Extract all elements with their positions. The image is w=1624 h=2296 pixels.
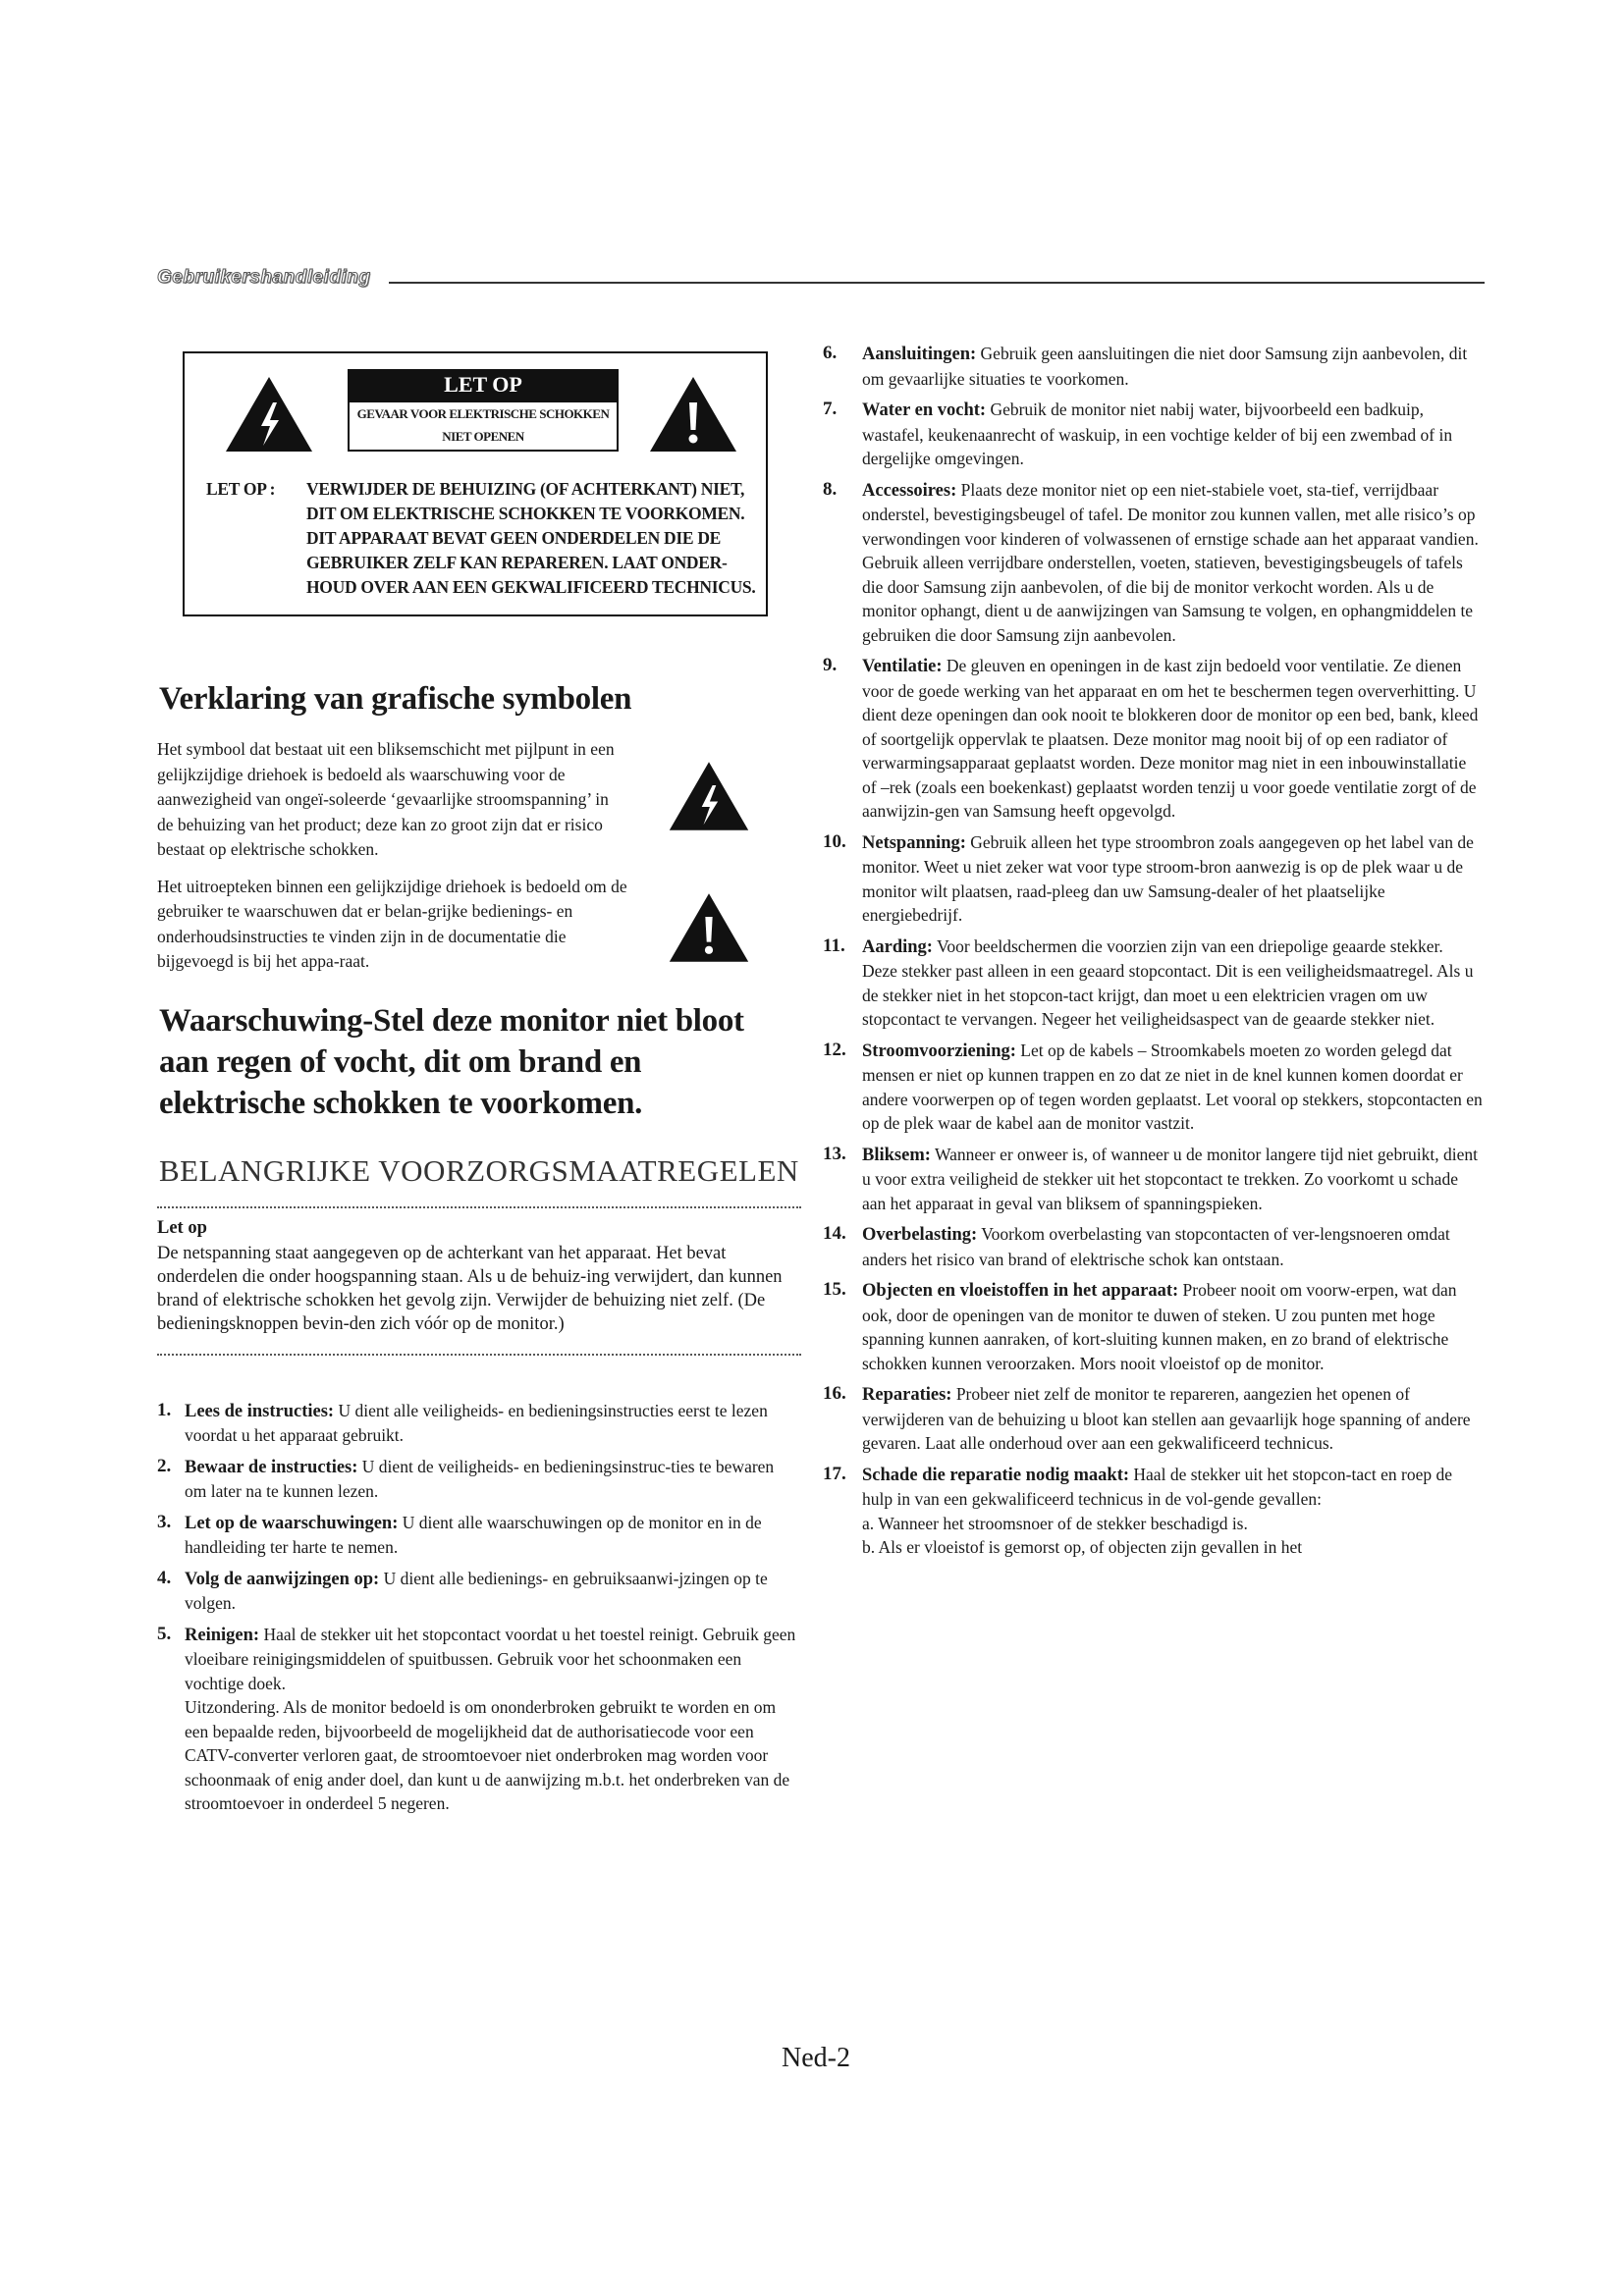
- instruction-title: Bewaar de instructies:: [185, 1457, 358, 1477]
- instruction-number: 4.: [157, 1567, 172, 1588]
- header-title: Gebruikershandleiding: [157, 267, 371, 288]
- instruction-title: Let op de waarschuwingen:: [185, 1513, 399, 1533]
- instruction-text: Let op de kabels – Stroomkabels moeten zo worden gelegd dat mensen er niet op kunnen trappen en zo dat ze niet in de knel kunnen komen doordat er andere voorwerpen op of tegen worden geplaatst. Let vooral op stekkers, stopcontacten en op de plek waar de kabel aan de monitor vastzit.: [862, 1040, 1483, 1133]
- dotted-divider: [157, 1206, 801, 1208]
- let-op-label: Let op: [157, 1217, 207, 1238]
- let-op-banner: LET OP: [348, 369, 619, 400]
- instruction-item: [823, 1039, 1483, 1136]
- moisture-warning-heading: Waarschuwing-Stel deze monitor niet bloot aan regen of vocht, dit om brand en elektrische schokken te voorkomen.: [159, 1002, 744, 1121]
- instruction-number: 5.: [157, 1623, 172, 1644]
- instruction-title: Aansluitingen:: [862, 345, 977, 364]
- shock-hazard-line1: GEVAAR VOOR ELEKTRISCHE SCHOKKEN: [356, 406, 610, 421]
- instruction-number: 16.: [823, 1383, 846, 1404]
- instruction-number: 3.: [157, 1511, 172, 1532]
- instruction-item: [823, 478, 1483, 648]
- instruction-text: Voor beeldschermen die voorzien zijn van een driepolige geaarde stekker. Deze stekker past alleen in een geaard stopcontact. Dit is een veiligheidsmaatregel. Als u de stekker niet in het stopcon-tact krijgt, dan moet u een elektricien vragen om uw stopcontact te vervangen. Negeer het veiligheidsaspect van de geaarde stekker niet.: [862, 935, 1474, 1029]
- exclamation-warning-icon: [648, 375, 738, 454]
- instruction-number: 10.: [823, 830, 846, 852]
- instruction-title: Lees de instructies:: [185, 1401, 335, 1421]
- header-rule: [389, 282, 1485, 284]
- instruction-item: [823, 1278, 1483, 1375]
- instruction-number: 14.: [823, 1223, 846, 1244]
- page-number: Ned-2: [782, 2043, 850, 2073]
- instruction-text: U dient de veiligheids- en bedieningsinstruc-ties te bewaren om later na te kunnen lezen.: [185, 1456, 775, 1501]
- instruction-number: 9.: [823, 655, 838, 675]
- instruction-number: 12.: [823, 1039, 846, 1060]
- instruction-title: Water en vocht:: [862, 400, 987, 420]
- instruction-title: Bliksem:: [862, 1145, 931, 1165]
- instruction-text: Gebruik geen aansluitingen die niet door Samsung zijn aanbevolen, dit om gevaarlijke situaties te voorkomen.: [862, 344, 1468, 389]
- instruction-number: 1.: [157, 1399, 172, 1420]
- warning-line: HOUD OVER AAN EEN GEKWALIFICEERD TECHNICUS.: [306, 577, 756, 597]
- dotted-divider: [157, 1354, 801, 1356]
- instruction-item: [823, 1143, 1483, 1216]
- instruction-item: [157, 1399, 797, 1448]
- warning-line: DIT APPARAAT BEVAT GEEN ONDERDELEN DIE DE: [306, 528, 722, 548]
- instruction-title: Accessoires:: [862, 480, 957, 501]
- instruction-item: [823, 342, 1483, 391]
- instruction-item: [823, 1382, 1483, 1456]
- warning-prefix: LET OP :: [206, 479, 276, 499]
- lightning-symbol-text: Het symbool dat bestaat uit een bliksemschicht met pijlpunt in een gelijkzijdige driehoek is bedoeld als waarschuwing voor de aanwezigheid van ongeï-soleerde ‘gevaarlijke stroomspanning’ in de behuizing van het product; deze kan zo groot zijn dat er risico bestaat op elektrische schokken.: [157, 739, 615, 859]
- instruction-title: Ventilatie:: [862, 657, 943, 676]
- instruction-item: [823, 398, 1483, 471]
- lightning-symbol-explanation: [157, 737, 805, 863]
- precautions-heading: BELANGRIJKE VOORZORGSMAATREGELEN: [159, 1152, 799, 1188]
- instruction-text: Gebruik alleen het type stroombron zoals aangegeven op het label van de monitor. Weet u niet zeker wat voor type stroom-bron aanwezig is op de plek waar u de monitor wilt plaatsen, raad-pleeg dan uw Samsung-dealer of het plaatselijke energiebedrijf.: [862, 831, 1474, 925]
- instruction-text: Wanneer er onweer is, of wanneer u de monitor langere tijd niet gebruikt, dient u voor extra veiligheid de stekker uit het stopcontact te trekken. Zo voorkomt u schade aan het apparaat in geval van bliksem of spanningspieken.: [862, 1144, 1478, 1213]
- warning-line: VERWIJDER DE BEHUIZING (OF ACHTERKANT) NIET,: [306, 479, 745, 499]
- instruction-text: Haal de stekker uit het stopcontact voordat u het toestel reinigt. Gebruik geen vloeibare reinigingsmiddelen of spuitbussen. Gebruik voor het schoonmaken een vochtige doek.: [185, 1624, 796, 1693]
- instruction-item: [157, 1511, 797, 1560]
- instruction-title: Aarding:: [862, 936, 933, 957]
- warning-line: GEBRUIKER ZELF KAN REPAREREN. LAAT ONDER-: [306, 553, 728, 572]
- instruction-text: U dient alle bedienings- en gebruiksaanwi-jzingen op te volgen.: [185, 1568, 768, 1613]
- instruction-item: [823, 934, 1483, 1032]
- instruction-text: Plaats deze monitor niet op een niet-stabiele voet, sta-tief, verrijdbaar onderstel, bevestigingsbeugel of tafel. De monitor zou kunnen vallen, met alle risico’s op verwondingen voor kinderen of volwassenen of ernstige schade aan het apparaat vandien. Gebruik alleen verrijdbare onderstellen, voeten, statieven, bevestigingsbeugels of tafels die door Samsung zijn aanbevolen, of die bij de monitor verkocht worden. Als u de monitor ophangt, dient u de aanwijzingen van Samsung te volgen, en ophangmiddelen te gebruiken die door Samsung zijn aanbevolen.: [862, 479, 1479, 645]
- exclamation-symbol-text: Het uitroepteken binnen een gelijkzijdige driehoek is bedoeld om de gebruiker te waarschuwen dat er belan-grijke bedienings- en onderhoudsinstructies te vinden zijn in de documentatie die bijgevoegd is bij het appa-raat.: [157, 876, 627, 971]
- instruction-item: [157, 1623, 797, 1816]
- instruction-text: De gleuven en openingen in de kast zijn bedoeld voor ventilatie. Ze dienen voor de goede werking van het apparaat en om het te beschermen tegen oververhitting. U dient deze openingen dan ook nooit te blokkeren door de monitor op een bed, bank, kleed of soortgelijk oppervlak te plaatsen. Deze monitor mag nooit bij of op een radiator of verwarmingsapparaat geplaatst worden. Deze monitor mag niet in een inbouwinstallatie of –rek (zoals een boekenkast) geplaatst worden tenzij u voor goede ventilatie zorgt of de aanwijzin-gen van Samsung heeft opgevolgd.: [862, 656, 1479, 821]
- shock-hazard-label: [348, 400, 619, 452]
- page-header: [157, 267, 1485, 291]
- instruction-item: [157, 1567, 797, 1616]
- let-op-section: [157, 1216, 805, 1336]
- right-column: [823, 342, 1483, 1567]
- warning-box: [183, 351, 768, 616]
- instruction-item: [823, 830, 1483, 928]
- instruction-item: [157, 1455, 797, 1504]
- instruction-text: Haal de stekker uit het stopcon-tact en roep de hulp in van een gekwalificeerd technicus in de vol-gende gevallen:: [862, 1464, 1453, 1509]
- lightning-triangle-icon: [668, 759, 750, 833]
- instruction-text: U dient alle veiligheids- en bedieningsinstructies eerst te lezen voordat u het apparaat gebruikt.: [185, 1400, 768, 1445]
- let-op-text: De netspanning staat aangegeven op de achterkant van het apparaat. Het bevat onderdelen die onder hoogspanning staan. Als u de behuiz-ing verwijdert, dan kunnen brand of elektrische schokken het gevolg zijn. Verwijder de behuizing niet zelf. (De bedieningsknoppen bevin-den zich vóór op de monitor.): [157, 1243, 783, 1334]
- instruction-text: Voorkom overbelasting van stopcontacten of ver-lengsnoeren omdat anders het risico van brand of elektrische schok kan ontstaan.: [862, 1224, 1450, 1269]
- instruction-title: Schade die reparatie nodig maakt:: [862, 1465, 1130, 1485]
- instruction-number: 2.: [157, 1455, 172, 1476]
- instruction-text: Gebruik de monitor niet nabij water, bijvoorbeeld een badkuip, wastafel, keukenaanrecht of waskuip, in een vochtige kelder of bij een zwembad of in dergelijke omgevingen.: [862, 400, 1453, 468]
- exclamation-symbol-explanation: [157, 875, 805, 975]
- instruction-number: 15.: [823, 1279, 846, 1300]
- instruction-list-left: [157, 1399, 797, 1816]
- instruction-title: Reinigen:: [185, 1625, 260, 1645]
- instruction-number: 7.: [823, 399, 838, 419]
- instruction-title: Overbelasting:: [862, 1225, 978, 1245]
- warning-text: [206, 477, 756, 600]
- instruction-item: [823, 654, 1483, 824]
- instruction-number: 6.: [823, 343, 838, 363]
- instruction-text: Probeer niet zelf de monitor te repareren, aangezien het openen of verwijderen van de behuizing u bloot kan stellen aan gevaarlijk hoge spanning of andere gevaren. Laat alle onderhoud over aan een gekwalificeerd technicus.: [862, 1384, 1471, 1453]
- instruction-title: Netspanning:: [862, 832, 966, 853]
- instruction-number: 13.: [823, 1143, 846, 1164]
- warning-line: DIT OM ELEKTRISCHE SCHOKKEN TE VOORKOMEN.: [306, 504, 745, 523]
- instruction-list-right: [823, 342, 1483, 1560]
- instruction-title: Volg de aanwijzingen op:: [185, 1569, 380, 1589]
- instruction-number: 8.: [823, 478, 838, 500]
- lightning-warning-icon: [224, 375, 314, 454]
- instruction-item: [823, 1463, 1483, 1560]
- instruction-subitem: b. Als er vloeistof is gemorst op, of objecten zijn gevallen in het: [862, 1537, 1303, 1557]
- instruction-title: Objecten en vloeistoffen in het apparaat:: [862, 1281, 1179, 1301]
- left-column: [157, 351, 805, 1823]
- symbols-heading: Verklaring van grafische symbolen: [159, 681, 632, 717]
- instruction-number: 11.: [823, 934, 845, 956]
- shock-hazard-line2: NIET OPENEN: [442, 429, 524, 444]
- instruction-item: [823, 1222, 1483, 1271]
- exclamation-triangle-icon: [668, 890, 750, 965]
- instruction-text: U dient alle waarschuwingen op de monitor en in de handleiding ter harte te nemen.: [185, 1512, 762, 1557]
- instruction-subitem: a. Wanneer het stroomsnoer of de stekker beschadigd is.: [862, 1513, 1248, 1533]
- instruction-number: 17.: [823, 1463, 846, 1484]
- instruction-exception: Uitzondering. Als de monitor bedoeld is om ononderbroken gebruikt te worden en om een bepaalde reden, bijvoorbeeld de mogelijkheid dat de authorisatiecode voor een CATV-converter verloren gaat, de stroomtoevoer niet onderbroken mag worden voor schoonmaak of enig ander doel, dan kunt u de aanwijzing m.b.t. het onderbreken van de stroomtoevoer in onderdeel 5 negeren.: [185, 1697, 790, 1813]
- instruction-title: Stroomvoorziening:: [862, 1041, 1016, 1061]
- instruction-text: Probeer nooit om voorw-erpen, wat dan ook, door de openingen van de monitor te duwen of steken. U zou punten met hoge spanning kunnen aanraken, of kort-sluiting kunnen maken, en zo brand of elektrische schokken kunnen veroorzaken. Mors nooit vloeistof op de monitor.: [862, 1280, 1457, 1373]
- instruction-title: Reparaties:: [862, 1385, 952, 1405]
